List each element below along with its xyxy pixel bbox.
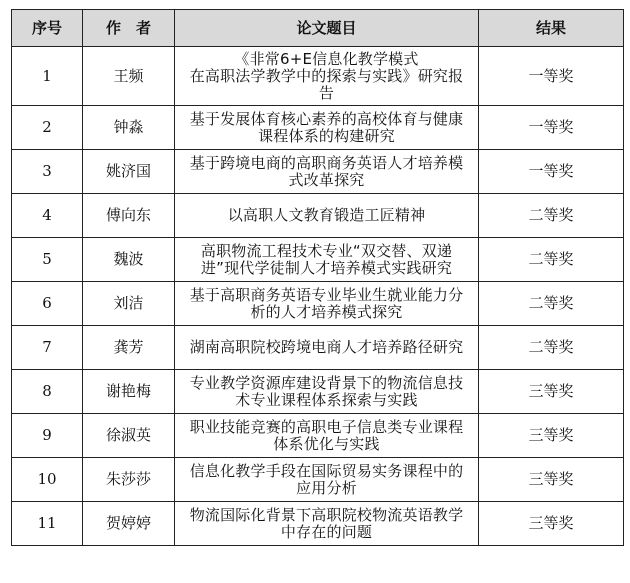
table-row: [12, 238, 624, 282]
author-cell: 贺婷婷: [83, 502, 175, 546]
row-number: 3: [12, 150, 83, 194]
author-cell: 姚济国: [83, 150, 175, 194]
title-line: 以高职人文教育锻造工匠精神: [227, 206, 426, 224]
title-line: 术专业课程体系探索与实践: [235, 390, 418, 409]
title-cell: [175, 282, 479, 326]
header-no: 序号: [12, 10, 83, 47]
row-number: 1: [12, 47, 83, 106]
title-cell: [175, 150, 479, 194]
title-line: 信息化教学手段在国际贸易实务课程中的: [189, 461, 464, 480]
header-title: 论文题目: [175, 10, 479, 47]
title-line: 中存在的问题: [280, 522, 373, 541]
row-number: 9: [12, 414, 83, 458]
title-line: 基于跨境电商的高职商务英语人才培养模: [189, 153, 464, 172]
table-row: [12, 502, 624, 546]
title-cell: [175, 194, 479, 238]
result-cell: 三等奖: [479, 414, 624, 458]
result-cell: 三等奖: [479, 458, 624, 502]
title-line: 高职物流工程技术专业“双交替、双递: [200, 241, 453, 260]
row-number: 7: [12, 326, 83, 370]
result-cell: 三等奖: [479, 370, 624, 414]
row-number: 8: [12, 370, 83, 414]
title-cell: [175, 458, 479, 502]
table-body: [12, 47, 624, 546]
table-row: [12, 370, 624, 414]
author-cell: 钟淼: [83, 106, 175, 150]
result-cell: 二等奖: [479, 282, 624, 326]
title-cell: [175, 47, 479, 106]
row-number: 10: [12, 458, 83, 502]
table-row: [12, 458, 624, 502]
title-line: 式改革探究: [288, 170, 365, 189]
title-line: 告: [318, 83, 335, 102]
result-cell: 一等奖: [479, 150, 624, 194]
title-line: 物流国际化背景下高职院校物流英语教学: [189, 505, 464, 524]
title-cell: [175, 106, 479, 150]
title-cell: [175, 370, 479, 414]
title-line: 课程体系的构建研究: [258, 126, 395, 145]
row-number: 4: [12, 194, 83, 238]
result-cell: 一等奖: [479, 106, 624, 150]
table-row: [12, 282, 624, 326]
author-cell: 龚芳: [83, 326, 175, 370]
author-cell: 朱莎莎: [83, 458, 175, 502]
result-cell: 三等奖: [479, 502, 624, 546]
awards-table: [11, 9, 624, 546]
author-cell: 王频: [83, 47, 175, 106]
row-number: 6: [12, 282, 83, 326]
title-line: 基于发展体育核心素养的高校体育与健康: [189, 109, 464, 128]
result-cell: 二等奖: [479, 326, 624, 370]
result-cell: 二等奖: [479, 238, 624, 282]
author-cell: 傅向东: [83, 194, 175, 238]
title-cell: [175, 238, 479, 282]
table-row: [12, 414, 624, 458]
table-row: [12, 194, 624, 238]
title-line: 湖南高职院校跨境电商人才培养路径研究: [189, 338, 464, 356]
header-author: 作 者: [83, 10, 175, 47]
result-cell: 二等奖: [479, 194, 624, 238]
title-line: 职业技能竞赛的高职电子信息类专业课程: [189, 417, 464, 436]
title-line: 进”现代学徒制人才培养模式实践研究: [200, 258, 453, 277]
title-cell: [175, 502, 479, 546]
title-line: 在高职法学教学中的探索与实践》研究报: [189, 66, 464, 85]
table-header: [12, 10, 624, 47]
title-line: 专业教学资源库建设背景下的物流信息技: [189, 373, 464, 392]
title-line: 体系优化与实践: [273, 434, 380, 453]
author-cell: 刘洁: [83, 282, 175, 326]
author-cell: 徐淑英: [83, 414, 175, 458]
title-cell: [175, 326, 479, 370]
table-row: [12, 150, 624, 194]
title-cell: [175, 414, 479, 458]
row-number: 11: [12, 502, 83, 546]
row-number: 2: [12, 106, 83, 150]
author-cell: 魏波: [83, 238, 175, 282]
header-result: 结果: [479, 10, 624, 47]
table-row: [12, 106, 624, 150]
result-cell: 一等奖: [479, 47, 624, 106]
title-line: 应用分析: [296, 478, 357, 497]
title-line: 析的人才培养模式探究: [250, 302, 403, 321]
author-cell: 谢艳梅: [83, 370, 175, 414]
table-row: [12, 47, 624, 106]
title-line: 基于高职商务英语专业毕业生就业能力分: [189, 285, 464, 304]
title-line: 《非常6+E信息化教学模式: [234, 49, 419, 68]
header-row: [12, 10, 624, 47]
table-row: [12, 326, 624, 370]
row-number: 5: [12, 238, 83, 282]
